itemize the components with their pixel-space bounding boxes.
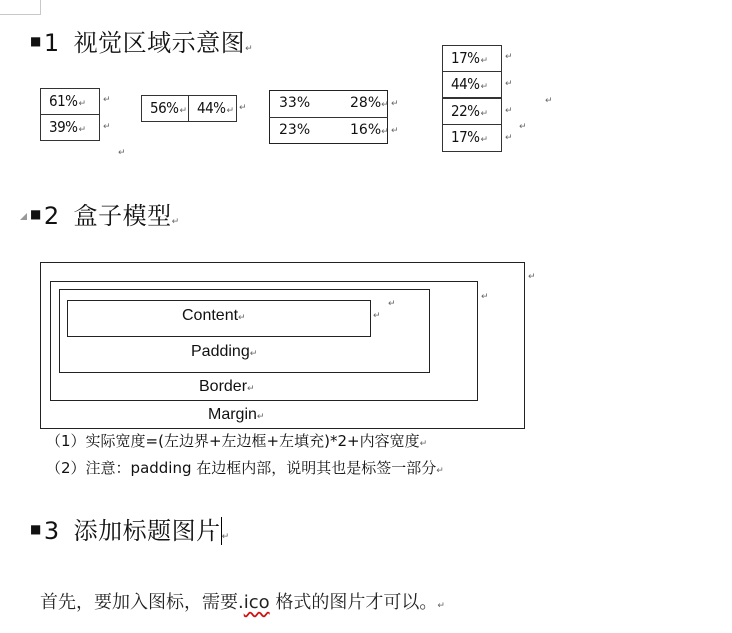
cell-value: 16%: [350, 122, 382, 138]
row-end-mark: ↵: [239, 103, 247, 113]
table-c-cell[interactable]: [279, 92, 310, 114]
paragraph-mark: ↵: [179, 106, 187, 116]
cell-value: 44%: [451, 75, 480, 93]
content-label: [182, 306, 246, 328]
cell-value: 17%: [451, 128, 480, 146]
paragraph-mark: ↵: [480, 82, 488, 92]
cell-value: 33%: [279, 95, 311, 111]
row-end-mark: ↵: [505, 133, 513, 143]
cell-value: 56%: [150, 99, 179, 117]
note-text: （2）注意：padding 在边框内部，说明其也是标签一部分: [46, 459, 437, 477]
paragraph-mark: ↵: [481, 292, 489, 302]
para-text: 首先，要加入图标，需要.: [40, 592, 244, 613]
cell-value: 61%: [49, 92, 78, 110]
table-b-cell[interactable]: [188, 95, 237, 122]
heading-number: 3: [43, 517, 60, 545]
heading-3[interactable]: [30, 514, 230, 552]
row-end-mark: ↵: [505, 106, 513, 116]
heading-bullet: ■: [30, 522, 42, 536]
paragraph-mark: ↵: [480, 109, 488, 119]
paragraph-mark: ↵: [528, 272, 536, 282]
collapse-triangle-icon[interactable]: [20, 213, 27, 220]
margin-label: [208, 405, 264, 427]
heading-number: 1: [43, 29, 60, 57]
table-a-cell[interactable]: [40, 88, 100, 115]
paragraph-mark: ↵: [480, 56, 488, 66]
label-text: Content: [182, 307, 239, 324]
table-d-cell[interactable]: [442, 71, 502, 98]
heading-number: 2: [43, 202, 60, 230]
cell-value: 28%: [350, 95, 382, 111]
paragraph-mark: ↵: [245, 44, 254, 54]
heading-title: 盒子模型: [73, 202, 172, 230]
table-c-cell[interactable]: [279, 119, 310, 141]
note-2[interactable]: [46, 457, 444, 482]
spellcheck-word: ico: [243, 592, 270, 613]
paragraph-mark: ↵: [256, 412, 265, 422]
row-end-mark: ↵: [103, 122, 111, 132]
paragraph-mark: ↵: [373, 311, 381, 321]
paragraph-mark: ↵: [249, 349, 258, 359]
table-b-cell[interactable]: [141, 95, 189, 122]
heading-title: 添加标题图片: [73, 517, 221, 545]
heading-1[interactable]: [30, 26, 253, 64]
cell-value: 39%: [49, 118, 78, 136]
paragraph-mark: ↵: [480, 135, 488, 145]
table-d-cell[interactable]: [442, 98, 502, 125]
label-text: Padding: [191, 343, 250, 360]
paragraph-mark: ↵: [238, 313, 246, 323]
body-paragraph[interactable]: [40, 590, 445, 619]
paragraph-mark: ↵: [78, 99, 86, 109]
cell-value: 44%: [197, 99, 226, 117]
paragraph-mark: ↵: [78, 125, 86, 135]
paragraph-mark: ↵: [226, 106, 234, 116]
paragraph-mark: ↵: [519, 122, 527, 132]
paragraph-mark: ↵: [221, 532, 230, 542]
note-text: （1）实际宽度=(左边界+左边框+左填充)*2+内容宽度: [46, 432, 420, 450]
paragraph-mark: ↵: [118, 148, 126, 158]
cell-value: 17%: [451, 49, 480, 67]
row-end-mark: ↵: [505, 79, 513, 89]
table-c-cell[interactable]: [350, 119, 389, 143]
heading-2[interactable]: [30, 199, 180, 237]
paragraph-mark: ↵: [381, 127, 389, 137]
paragraph-mark: ↵: [247, 384, 255, 394]
page-corner-mark: [0, 0, 41, 15]
row-end-mark: ↵: [391, 126, 399, 136]
table-a-cell[interactable]: [40, 114, 100, 141]
heading-bullet: ■: [30, 34, 42, 48]
cell-value: 23%: [279, 122, 311, 138]
table-d-cell[interactable]: [442, 45, 502, 72]
row-end-mark: ↵: [103, 95, 111, 105]
table-c-divider: [269, 117, 388, 118]
table-d-cell[interactable]: [442, 124, 502, 152]
label-text: Margin: [208, 406, 257, 423]
paragraph-mark: ↵: [171, 217, 180, 227]
note-1[interactable]: [46, 430, 427, 455]
label-text: Border: [199, 378, 248, 395]
table-c-cell[interactable]: [350, 92, 389, 116]
padding-label: [191, 342, 257, 364]
row-end-mark: ↵: [505, 52, 513, 62]
row-end-mark: ↵: [391, 99, 399, 109]
cell-value: 22%: [451, 102, 480, 120]
heading-bullet: ■: [30, 207, 42, 221]
paragraph-mark: ↵: [437, 601, 445, 611]
paragraph-mark: ↵: [381, 100, 389, 110]
para-text: 格式的图片才可以。: [269, 592, 438, 613]
paragraph-mark: ↵: [436, 466, 444, 476]
heading-title: 视觉区域示意图: [73, 29, 246, 57]
paragraph-mark: ↵: [388, 299, 396, 309]
paragraph-mark: ↵: [545, 96, 553, 106]
border-label: [199, 377, 255, 399]
paragraph-mark: ↵: [419, 439, 428, 449]
